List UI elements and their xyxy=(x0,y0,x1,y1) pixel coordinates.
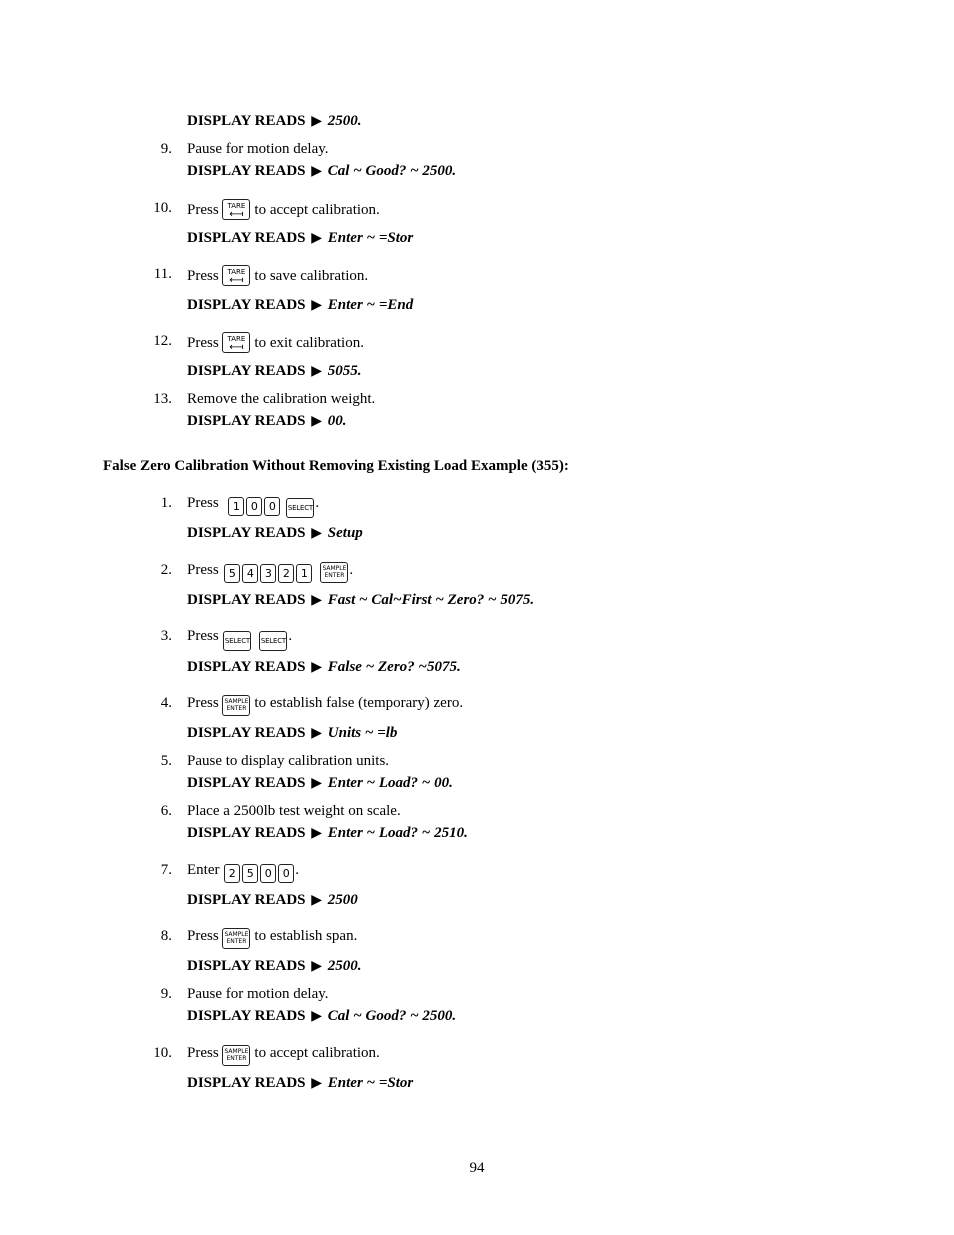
display-reads-label: DISPLAY READS xyxy=(187,163,306,179)
step-number: 7. xyxy=(160,862,172,878)
display-value: 2500. xyxy=(327,113,362,129)
display-reads-label: DISPLAY READS xyxy=(187,363,306,379)
display-value: 2500 xyxy=(327,892,358,908)
display-value: Units ~ =lb xyxy=(327,725,398,741)
step-text: Pause to display calibration units. xyxy=(187,753,390,769)
digit-key-icon: 0 xyxy=(260,864,276,883)
display-value: Fast ~ Cal~First ~ Zero? ~ 5075. xyxy=(327,592,535,608)
display-reads-label: DISPLAY READS xyxy=(187,413,306,429)
display-reads-line xyxy=(187,162,456,181)
digit-key-icon: 5 xyxy=(224,564,240,583)
step-post: . xyxy=(288,628,293,644)
step-verb: Enter xyxy=(187,862,220,878)
digit-key-icon: 0 xyxy=(246,497,262,516)
display-reads-line xyxy=(187,774,453,793)
play-arrow-icon: ▶ xyxy=(311,164,323,179)
display-reads-label: DISPLAY READS xyxy=(187,725,306,741)
tare-enter-key-icon: TARE ⟻ xyxy=(222,265,250,286)
step-number: 6. xyxy=(160,803,172,819)
play-arrow-icon: ▶ xyxy=(311,660,323,675)
play-arrow-icon: ▶ xyxy=(311,231,323,246)
display-reads-line xyxy=(187,957,362,976)
step-post: . xyxy=(315,495,320,511)
step-number: 9. xyxy=(160,986,172,1002)
display-reads-line xyxy=(187,1007,456,1026)
display-value: Cal ~ Good? ~ 2500. xyxy=(327,1008,457,1024)
step-verb: Press xyxy=(187,202,219,218)
play-arrow-icon: ▶ xyxy=(311,893,323,908)
step-number: 10. xyxy=(153,200,172,216)
display-value: 5055. xyxy=(327,363,362,379)
section-heading: False Zero Calibration Without Removing Existing Load Example (355): xyxy=(103,458,569,474)
display-reads-label: DISPLAY READS xyxy=(187,297,306,313)
step-verb: Press xyxy=(187,495,219,511)
step-post: . xyxy=(295,862,299,878)
step-verb: Press xyxy=(187,1045,219,1061)
select-key-icon: SELECT xyxy=(286,498,314,518)
step-text: to save calibration. xyxy=(254,268,369,284)
display-reads-label: DISPLAY READS xyxy=(187,230,306,246)
display-reads-label: DISPLAY READS xyxy=(187,775,306,791)
step-number: 4. xyxy=(160,695,172,711)
display-reads-label: DISPLAY READS xyxy=(187,592,306,608)
step-verb: Press xyxy=(187,335,219,351)
step-text: to establish false (temporary) zero. xyxy=(254,695,464,711)
sample-enter-key-icon: SAMPLE ENTER xyxy=(222,695,250,716)
page-number: 94 xyxy=(469,1160,485,1176)
display-reads-line xyxy=(187,524,363,543)
tare-enter-key-icon: TARE ⟻ xyxy=(222,199,250,220)
play-arrow-icon: ▶ xyxy=(311,593,323,608)
display-value: 00. xyxy=(327,413,347,429)
digit-key-icon: 2 xyxy=(278,564,294,583)
digit-key-icon: 2 xyxy=(224,864,240,883)
play-arrow-icon: ▶ xyxy=(311,526,323,541)
step-verb: Press xyxy=(187,695,219,711)
display-reads-line xyxy=(187,296,413,315)
display-value: Enter ~ Load? ~ 2510. xyxy=(327,825,468,841)
step-number: 11. xyxy=(153,266,172,282)
digit-key-icon: 0 xyxy=(264,497,280,516)
display-reads-line xyxy=(187,891,358,910)
step-number: 5. xyxy=(160,753,172,769)
step-text: to accept calibration. xyxy=(254,1045,380,1061)
step-number: 2. xyxy=(160,562,172,578)
step-number: 1. xyxy=(160,495,172,511)
display-value: False ~ Zero? ~5075. xyxy=(327,659,461,675)
display-reads-label: DISPLAY READS xyxy=(187,525,306,541)
display-reads-line xyxy=(187,412,347,431)
step-post: . xyxy=(349,562,354,578)
play-arrow-icon: ▶ xyxy=(311,298,323,313)
step-text: Place a 2500lb test weight on scale. xyxy=(187,803,401,819)
display-reads-label: DISPLAY READS xyxy=(187,113,306,129)
step-number: 3. xyxy=(160,628,172,644)
step-number: 9. xyxy=(160,141,172,157)
sample-enter-key-icon: SAMPLE ENTER xyxy=(320,562,348,583)
step-number: 10. xyxy=(153,1045,172,1061)
display-reads-line xyxy=(187,229,413,248)
display-value: Enter ~ Load? ~ 00. xyxy=(327,775,453,791)
step-number: 12. xyxy=(153,333,172,349)
display-reads-line xyxy=(187,658,461,677)
display-reads-label: DISPLAY READS xyxy=(187,892,306,908)
display-value: Setup xyxy=(327,525,363,541)
step-verb: Press xyxy=(187,928,219,944)
display-value: Enter ~ =Stor xyxy=(327,230,414,246)
play-arrow-icon: ▶ xyxy=(311,959,323,974)
tare-enter-key-icon: TARE ⟻ xyxy=(222,332,250,353)
sample-enter-key-icon: SAMPLE ENTER xyxy=(222,928,250,949)
display-reads-line xyxy=(187,591,534,610)
step-text: to establish span. xyxy=(254,928,358,944)
digit-key-icon: 0 xyxy=(278,864,294,883)
play-arrow-icon: ▶ xyxy=(311,726,323,741)
step-number: 8. xyxy=(160,928,172,944)
display-reads-line xyxy=(187,1074,413,1093)
display-value: Enter ~ =End xyxy=(327,297,414,313)
digit-key-icon: 1 xyxy=(228,497,244,516)
sample-enter-key-icon: SAMPLE ENTER xyxy=(222,1045,250,1066)
display-value: 2500. xyxy=(327,958,362,974)
display-value: Enter ~ =Stor xyxy=(327,1075,414,1091)
select-key-icon: SELECT xyxy=(223,631,251,651)
display-reads-line xyxy=(187,112,362,131)
step-verb: Press xyxy=(187,268,219,284)
step-number: 13. xyxy=(153,391,172,407)
step-verb: Press xyxy=(187,562,219,578)
play-arrow-icon: ▶ xyxy=(311,826,323,841)
play-arrow-icon: ▶ xyxy=(311,364,323,379)
play-arrow-icon: ▶ xyxy=(311,776,323,791)
display-value: Cal ~ Good? ~ 2500. xyxy=(327,163,457,179)
display-reads-label: DISPLAY READS xyxy=(187,825,306,841)
display-reads-label: DISPLAY READS xyxy=(187,1075,306,1091)
play-arrow-icon: ▶ xyxy=(311,1076,323,1091)
step-verb: Press xyxy=(187,628,219,644)
digit-key-icon: 5 xyxy=(242,864,258,883)
display-reads-line xyxy=(187,824,468,843)
step-text: to accept calibration. xyxy=(254,202,380,218)
display-reads-line xyxy=(187,724,397,743)
display-reads-label: DISPLAY READS xyxy=(187,659,306,675)
step-text: Pause for motion delay. xyxy=(187,986,329,1002)
play-arrow-icon: ▶ xyxy=(311,1009,323,1024)
digit-key-icon: 3 xyxy=(260,564,276,583)
select-key-icon: SELECT xyxy=(259,631,287,651)
display-reads-line xyxy=(187,362,362,381)
step-text: Remove the calibration weight. xyxy=(187,391,376,407)
play-arrow-icon: ▶ xyxy=(311,114,323,129)
digit-key-icon: 1 xyxy=(296,564,312,583)
step-text: Pause for motion delay. xyxy=(187,141,329,157)
display-reads-label: DISPLAY READS xyxy=(187,1008,306,1024)
display-reads-label: DISPLAY READS xyxy=(187,958,306,974)
step-text: to exit calibration. xyxy=(254,335,364,351)
play-arrow-icon: ▶ xyxy=(311,414,323,429)
digit-key-icon: 4 xyxy=(242,564,258,583)
